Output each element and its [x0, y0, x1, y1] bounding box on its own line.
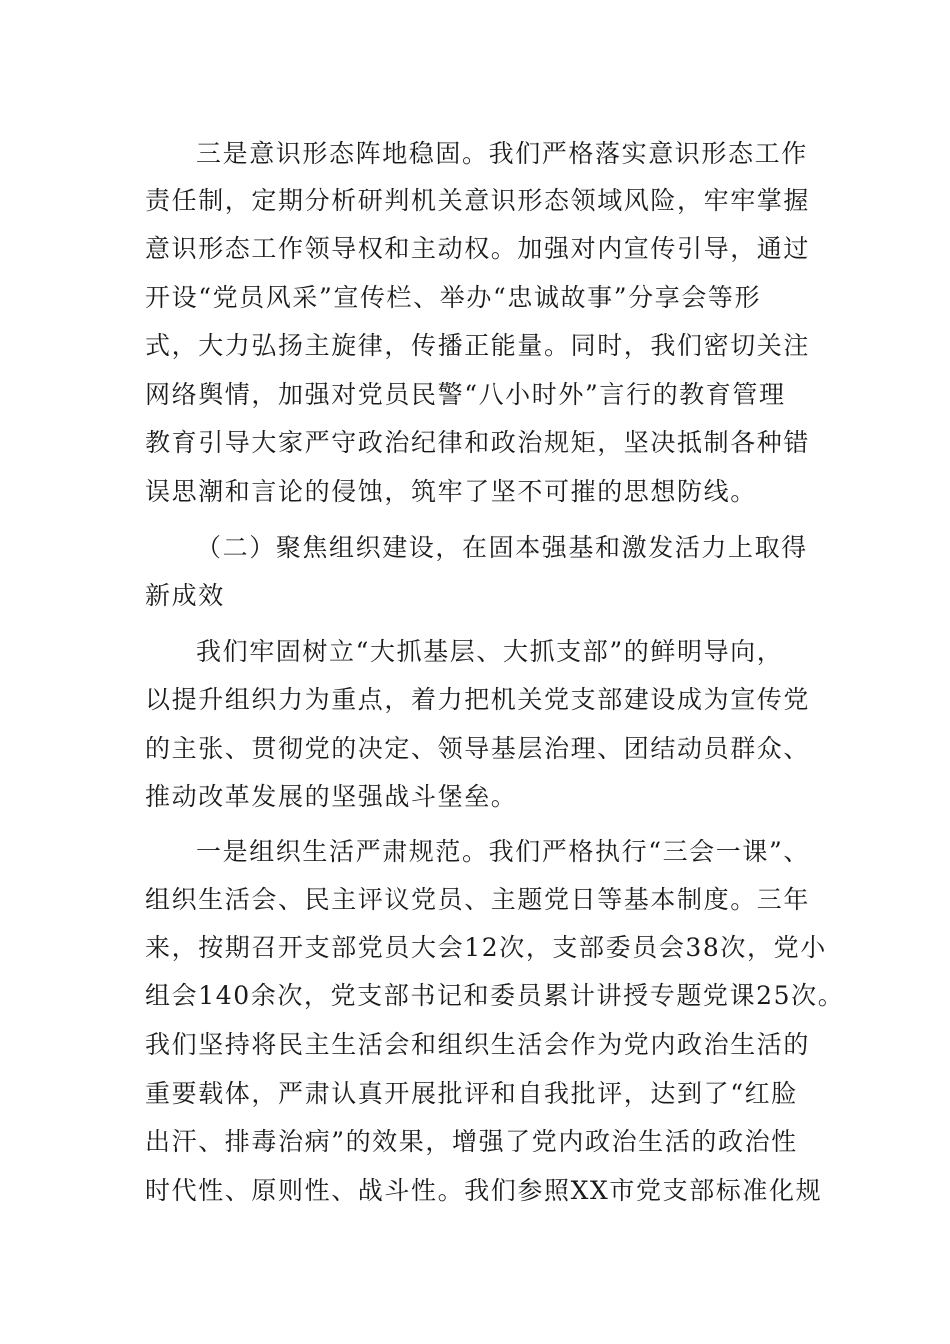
paragraph-line: 推动改革发展的坚强战斗堡垒。 — [145, 782, 518, 811]
paragraph-line: 来，按期召开支部党员大会12次，支部委员会38次，党小 — [145, 933, 827, 962]
paragraph-line: 的主张、贯彻党的决定、领导基层治理、团结动员群众、 — [145, 734, 811, 763]
section-heading-continued: 新成效 — [145, 581, 225, 610]
paragraph-line: 意识形态工作领导权和主动权。加强对内宣传引导，通过 — [145, 234, 811, 263]
paragraph-line: 教育引导大家严守政治纪律和政治规矩，坚决抵制各种错 — [145, 428, 811, 457]
paragraph-line: 网络舆情，加强对党员民警“八小时外”言行的教育管理 — [145, 380, 786, 409]
paragraph-line: 开设“党员风采”宣传栏、举办“忠诚故事”分享会等形 — [145, 283, 762, 312]
paragraph-line: 三是意识形态阵地稳固。我们严格落实意识形态工作 — [196, 139, 808, 168]
paragraph-line: 时代性、原则性、战斗性。我们参照XX市党支部标准化规 — [145, 1176, 823, 1205]
paragraph-line: 我们牢固树立“大抓基层、大抓支部”的鲜明导向， — [196, 637, 784, 666]
paragraph-line: 重要载体，严肃认真开展批评和自我批评，达到了“红脸 — [145, 1079, 798, 1108]
section-heading: （二）聚焦组织建设，在固本强基和激发活力上取得 — [196, 533, 808, 562]
paragraph-line: 组织生活会、民主评议党员、主题党日等基本制度。三年 — [145, 885, 811, 914]
paragraph-line: 组会140余次，党支部书记和委员累计讲授专题党课25次。 — [145, 981, 845, 1010]
paragraph-line: 一是组织生活严肃规范。我们严格执行“三会一课”、 — [196, 837, 810, 866]
paragraph-line: 式，大力弘扬主旋律，传播正能量。同时，我们密切关注 — [145, 331, 811, 360]
paragraph-line: 误思潮和言论的侵蚀，筑牢了坚不可摧的思想防线。 — [145, 477, 757, 506]
paragraph-line: 责任制，定期分析研判机关意识形态领域风险，牢牢掌握 — [145, 186, 811, 215]
paragraph-line: 以提升组织力为重点，着力把机关党支部建设成为宣传党 — [145, 685, 811, 714]
paragraph-line: 出汗、排毒治病”的效果，增强了党内政治生活的政治性 — [145, 1127, 798, 1156]
paragraph-line: 我们坚持将民主生活会和组织生活会作为党内政治生活的 — [145, 1030, 811, 1059]
